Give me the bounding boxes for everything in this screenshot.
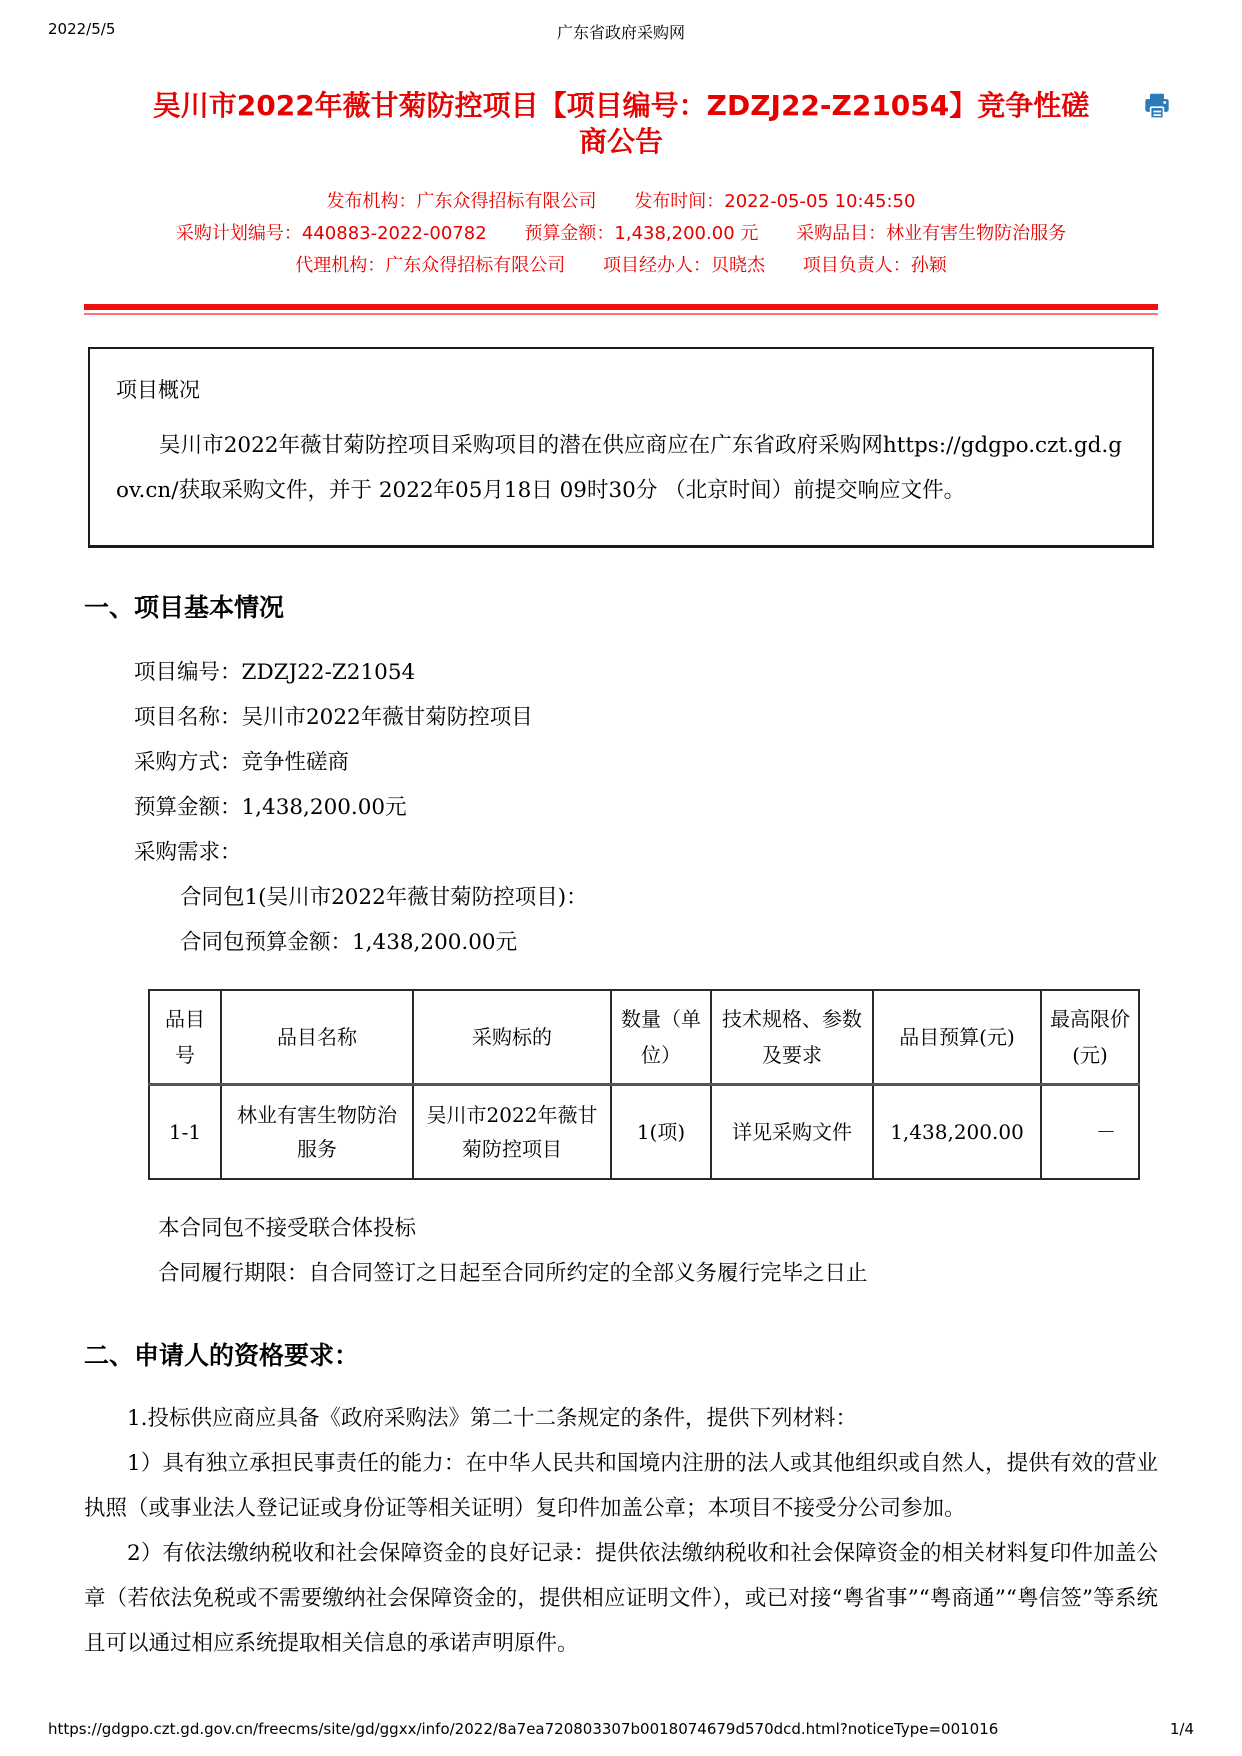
table-header-row	[149, 990, 1139, 1085]
note-contract-term: 合同履行期限：自合同签订之日起至合同所约定的全部义务履行完毕之日止	[158, 1261, 868, 1286]
cell-procurement-target: 吴川市2022年薇甘菊防控项目	[413, 1085, 611, 1180]
meta-handler: 项目经办人：贝晓杰	[603, 255, 765, 276]
header-quantity-unit: 数量（单位）	[611, 990, 711, 1085]
items-table	[148, 989, 1140, 1180]
overview-paragraph: 吴川市2022年薇甘菊防控项目采购项目的潜在供应商应在广东省政府采购网https://gdgpo.czt.gd.gov.cn/获取采购文件，并于 2022年05月18日 09时30分 （北京时间）前提交响应文件。	[116, 433, 1122, 503]
notice-meta	[84, 186, 1158, 282]
cell-max-price: －	[1041, 1085, 1139, 1180]
meta-budget: 预算金额：1,438,200.00 元	[524, 223, 759, 244]
cell-item-budget: 1,438,200.00	[873, 1085, 1041, 1180]
contract-notes	[84, 1206, 1158, 1296]
header-item-budget: 品目预算(元)	[873, 990, 1041, 1085]
meta-publish-time: 发布时间：2022-05-05 10:45:50	[634, 191, 916, 212]
meta-line	[84, 186, 1158, 218]
print-date: 2022/5/5	[48, 20, 116, 38]
field-procurement-method: 采购方式：竞争性磋商	[134, 750, 350, 775]
meta-agency: 代理机构：广东众得招标有限公司	[295, 255, 566, 276]
contract-package-line: 合同包1(吴川市2022年薇甘菊防控项目)：	[180, 885, 588, 910]
header-max-price: 最高限价(元)	[1041, 990, 1139, 1085]
note-no-consortium: 本合同包不接受联合体投标	[158, 1216, 417, 1241]
qualification-paragraph-3: 2）有依法缴纳税收和社会保障资金的良好记录：提供依法缴纳税收和社会保障资金的相关材料复印件加盖公章（若依法免税或不需要缴纳社会保障资金的，提供相应证明文件），或已对接“粤省事”“粤商通”“粤信签”等系统且可以通过相应系统提取相关信息的承诺声明原件。	[84, 1541, 1158, 1656]
divider-thin-line	[84, 313, 1158, 315]
qualification-paragraph-1: 1.投标供应商应具备《政府采购法》第二十二条规定的条件，提供下列材料：	[127, 1406, 858, 1431]
title-row	[84, 88, 1158, 160]
meta-line	[84, 250, 1158, 282]
field-project-number: 项目编号：ZDZJ22-Z21054	[134, 660, 416, 685]
qualification-paragraph-2: 1）具有独立承担民事责任的能力：在中华人民共和国境内注册的法人或其他组织或自然人，提供有效的营业执照（或事业法人登记证或身份证等相关证明）复印件加盖公章；本项目不接受分公司参加。	[84, 1451, 1158, 1521]
print-button[interactable]	[1142, 92, 1172, 120]
overview-box	[88, 347, 1154, 548]
meta-publisher: 发布机构：广东众得招标有限公司	[326, 191, 597, 212]
cell-item-name: 林业有害生物防治服务	[221, 1085, 413, 1180]
meta-category: 采购品目：林业有害生物防治服务	[796, 223, 1067, 244]
footer-page-number: 1/4	[1169, 1720, 1194, 1738]
meta-plan-number: 采购计划编号：440883-2022-00782	[175, 223, 487, 244]
print-footer	[48, 1720, 1194, 1738]
footer-url: https://gdgpo.czt.gd.gov.cn/freecms/site/gd/ggxx/info/2022/8a7ea720803307b0018074679d570dcd.html?noticeType=001016	[48, 1720, 999, 1738]
cell-tech-specs: 详见采购文件	[711, 1085, 873, 1180]
field-procurement-demand: 采购需求：	[134, 840, 242, 865]
notice-title: 吴川市2022年薇甘菊防控项目【项目编号：ZDZJ22-Z21054】竞争性磋商公告	[152, 89, 1090, 158]
header-divider	[84, 304, 1158, 315]
site-name: 广东省政府采购网	[556, 23, 685, 42]
cell-quantity-unit: 1(项)	[611, 1085, 711, 1180]
section-heading-basic-info: 一、项目基本情况	[84, 593, 285, 622]
cell-item-number: 1-1	[149, 1085, 221, 1180]
basic-info-fields	[84, 650, 1158, 965]
table-row	[149, 1085, 1139, 1180]
qualification-paragraphs	[84, 1396, 1158, 1666]
header-tech-specs: 技术规格、参数及要求	[711, 990, 873, 1085]
print-header	[48, 20, 1194, 42]
meta-responsible: 项目负责人：孙颖	[802, 255, 947, 276]
divider-thick-line	[84, 304, 1158, 310]
contract-budget-line: 合同包预算金额：1,438,200.00元	[180, 930, 518, 955]
field-project-name: 项目名称：吴川市2022年薇甘菊防控项目	[134, 705, 533, 730]
header-item-name: 品目名称	[221, 990, 413, 1085]
overview-title: 项目概况	[116, 378, 200, 402]
printer-icon	[1142, 92, 1172, 120]
header-item-number: 品目号	[149, 990, 221, 1085]
field-budget-amount: 预算金额：1,438,200.00元	[134, 795, 407, 820]
header-procurement-target: 采购标的	[413, 990, 611, 1085]
section-heading-qualifications: 二、申请人的资格要求：	[84, 1341, 360, 1370]
meta-line	[84, 218, 1158, 250]
